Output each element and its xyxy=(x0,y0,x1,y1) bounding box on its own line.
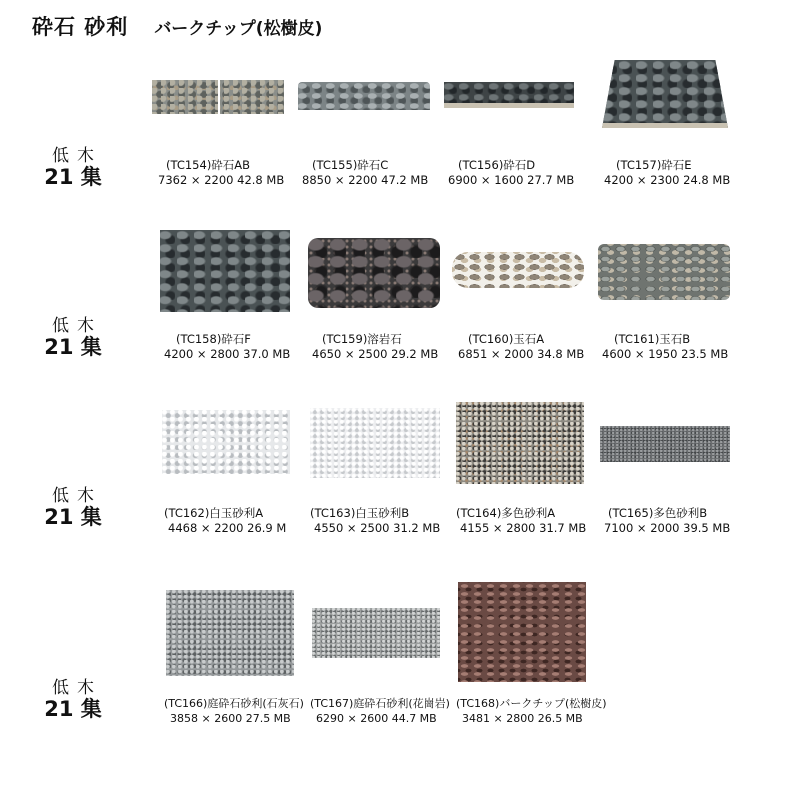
item-spec: 6290 × 2600 44.7 MB xyxy=(316,712,437,725)
item-code: (TC155)砕石C xyxy=(312,158,389,172)
item-caption xyxy=(164,696,304,726)
stone-sample-image[interactable] xyxy=(160,230,290,312)
item-caption xyxy=(312,332,438,362)
title-sub: バークチップ(松樹皮) xyxy=(154,19,323,39)
item-caption xyxy=(456,696,607,726)
stone-sample-image[interactable] xyxy=(598,244,730,300)
volume-label: 低木 21 集 xyxy=(44,486,102,529)
item-spec: 6900 × 1600 27.7 MB xyxy=(448,173,575,187)
volume-label: 低木 21 集 xyxy=(44,678,102,721)
item-code: (TC158)砕石F xyxy=(176,332,251,346)
stone-sample-image[interactable] xyxy=(456,402,584,484)
item-spec: 3481 × 2800 26.5 MB xyxy=(462,712,583,725)
stone-sample-image[interactable] xyxy=(600,426,730,462)
item-code: (TC159)溶岩石 xyxy=(322,332,402,346)
item-spec: 4650 × 2500 29.2 MB xyxy=(312,347,439,361)
item-code: (TC156)砕石D xyxy=(458,158,536,172)
item-caption xyxy=(602,332,728,362)
item-spec: 4550 × 2500 31.2 MB xyxy=(314,521,441,535)
item-caption xyxy=(456,506,586,536)
item-code: (TC166)庭砕石砂利(石灰石) xyxy=(164,697,304,710)
stone-sample-image[interactable] xyxy=(152,80,284,114)
stone-sample-image[interactable] xyxy=(162,410,290,474)
item-code: (TC160)玉石A xyxy=(468,332,545,346)
stone-sample-image[interactable] xyxy=(308,238,440,308)
stone-sample-image[interactable] xyxy=(602,60,728,128)
stone-sample-image[interactable] xyxy=(166,590,294,676)
item-spec: 4468 × 2200 26.9 M xyxy=(168,521,287,535)
item-caption xyxy=(448,158,574,188)
item-code: (TC163)白玉砂利B xyxy=(310,506,410,520)
item-code: (TC154)砕石AB xyxy=(166,158,251,172)
item-spec: 8850 × 2200 47.2 MB xyxy=(302,173,429,187)
item-spec: 7362 × 2200 42.8 MB xyxy=(158,173,285,187)
item-caption xyxy=(164,506,286,536)
item-code: (TC167)庭砕石砂利(花崗岩) xyxy=(310,697,450,710)
item-caption xyxy=(302,158,428,188)
item-spec: 3858 × 2600 27.5 MB xyxy=(170,712,291,725)
stone-sample-image[interactable] xyxy=(452,252,584,288)
title-main: 砕石 砂利 xyxy=(32,15,129,39)
item-spec: 4600 × 1950 23.5 MB xyxy=(602,347,729,361)
stone-sample-image[interactable] xyxy=(298,82,430,110)
stone-sample-image[interactable] xyxy=(458,582,586,682)
item-spec: 4200 × 2800 37.0 MB xyxy=(164,347,291,361)
volume-label: 低木 21 集 xyxy=(44,316,102,359)
item-spec: 7100 × 2000 39.5 MB xyxy=(604,521,731,535)
item-caption xyxy=(458,332,584,362)
item-code: (TC168)バークチップ(松樹皮) xyxy=(456,697,607,710)
item-caption xyxy=(604,506,730,536)
item-caption xyxy=(310,506,440,536)
item-caption xyxy=(158,158,284,188)
item-code: (TC157)砕石E xyxy=(616,158,692,172)
item-caption xyxy=(310,696,450,726)
page-title xyxy=(32,10,322,44)
item-code: (TC165)多色砂利B xyxy=(608,506,708,520)
stone-sample-image[interactable] xyxy=(312,608,440,658)
item-spec: 4155 × 2800 31.7 MB xyxy=(460,521,587,535)
volume-label: 低木 21 集 xyxy=(44,146,102,189)
item-code: (TC161)玉石B xyxy=(614,332,691,346)
item-caption xyxy=(164,332,290,362)
item-spec: 4200 × 2300 24.8 MB xyxy=(604,173,731,187)
stone-sample-image[interactable] xyxy=(310,408,440,478)
item-code: (TC162)白玉砂利A xyxy=(164,506,264,520)
item-code: (TC164)多色砂利A xyxy=(456,506,556,520)
item-spec: 6851 × 2000 34.8 MB xyxy=(458,347,585,361)
stone-sample-image[interactable] xyxy=(444,82,574,108)
item-caption xyxy=(604,158,730,188)
